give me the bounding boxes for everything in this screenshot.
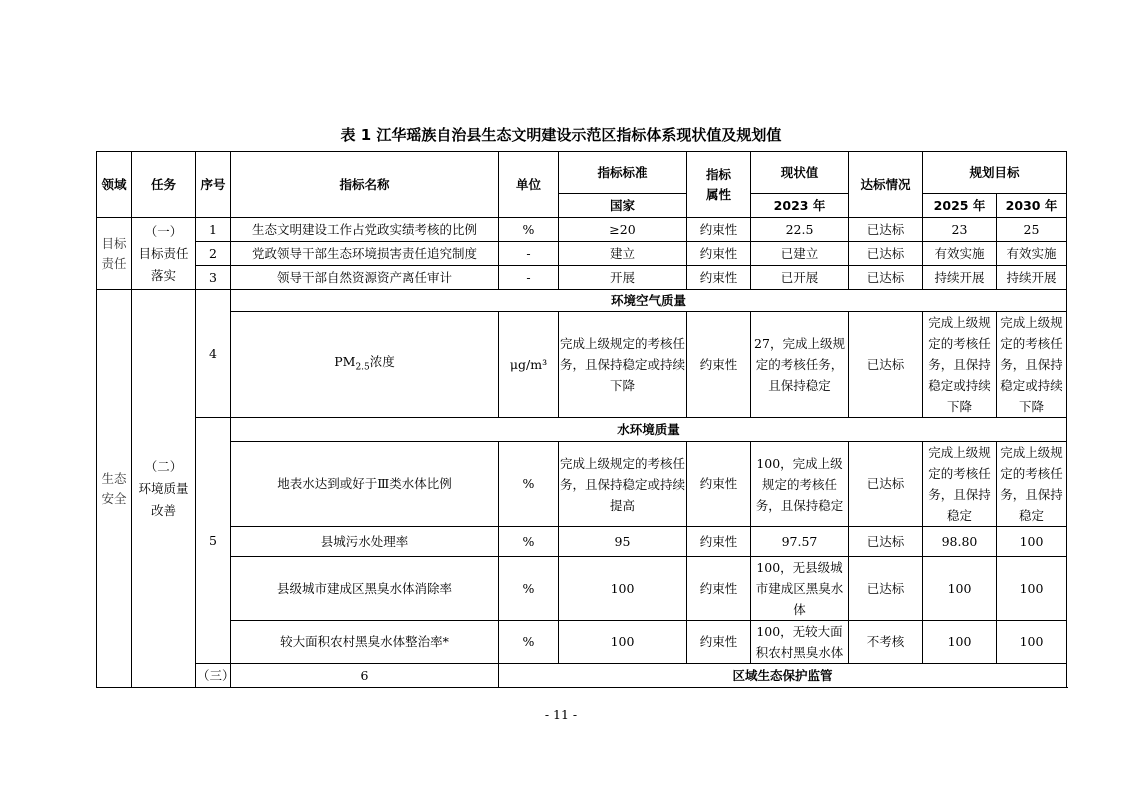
plan-2030-cell: 完成上级规定的考核任务，且保持稳定	[997, 442, 1067, 527]
task-cell: （一） 目标责任 落实	[132, 218, 196, 290]
attr-cell: 约束性	[687, 557, 751, 621]
attr-cell: 约束性	[687, 218, 751, 242]
header-plan: 规划目标	[923, 152, 1067, 194]
header-task: 任务	[132, 152, 196, 218]
compliance-cell: 已达标	[849, 527, 923, 557]
compliance-cell: 已达标	[849, 312, 923, 418]
header-status: 现状值	[751, 152, 849, 194]
attr-cell: 约束性	[687, 312, 751, 418]
indicator-name	[231, 312, 499, 418]
unit-cell: μg/m³	[499, 312, 559, 418]
seq-cell: 1	[196, 218, 231, 242]
indicator-name: 领导干部自然资源资产离任审计	[231, 266, 499, 290]
standard-cell: 完成上级规定的考核任务，且保持稳定或持续下降	[559, 312, 687, 418]
header-unit: 单位	[499, 152, 559, 218]
section-header-air: 环境空气质量	[231, 290, 1067, 312]
seq-cell: 5	[196, 418, 231, 664]
plan-2030-cell: 100	[997, 621, 1067, 664]
table-row	[97, 442, 1067, 527]
attr-cell: 约束性	[687, 527, 751, 557]
compliance-cell: 已达标	[849, 442, 923, 527]
indicator-name: 县级城市建成区黑臭水体消除率	[231, 557, 499, 621]
compliance-cell: 已达标	[849, 557, 923, 621]
status-cell: 100，完成上级规定的考核任务，且保持稳定	[751, 442, 849, 527]
table-row	[97, 312, 1067, 418]
plan-2030-cell: 完成上级规定的考核任务，且保持稳定或持续下降	[997, 312, 1067, 418]
indicator-name: 县城污水处理率	[231, 527, 499, 557]
plan-2030-cell: 25	[997, 218, 1067, 242]
plan-2030-cell: 持续开展	[997, 266, 1067, 290]
status-cell: 已开展	[751, 266, 849, 290]
table-row	[97, 218, 1067, 242]
plan-2025-cell: 完成上级规定的考核任务，且保持稳定或持续下降	[923, 312, 997, 418]
status-cell: 97.57	[751, 527, 849, 557]
unit-cell: %	[499, 527, 559, 557]
unit-cell: %	[499, 557, 559, 621]
header-standard-national: 国家	[559, 194, 687, 218]
standard-cell: 100	[559, 557, 687, 621]
plan-2025-cell: 100	[923, 557, 997, 621]
indicator-name: 党政领导干部生态环境损害责任追究制度	[231, 242, 499, 266]
header-compliance: 达标情况	[849, 152, 923, 218]
domain-cell: 目标 责任	[97, 218, 132, 290]
table-row	[97, 557, 1067, 621]
status-cell: 100，无县级城市建成区黑臭水体	[751, 557, 849, 621]
plan-2030-cell: 有效实施	[997, 242, 1067, 266]
table-row	[97, 266, 1067, 290]
page-number: - 11 -	[544, 707, 578, 722]
seq-cell: 6	[231, 664, 499, 688]
plan-2025-cell: 完成上级规定的考核任务，且保持稳定	[923, 442, 997, 527]
plan-2030-cell: 100	[997, 557, 1067, 621]
plan-2030-cell: 100	[997, 527, 1067, 557]
plan-2025-cell: 98.80	[923, 527, 997, 557]
pm-suffix: 浓度	[369, 353, 395, 369]
unit-cell: %	[499, 218, 559, 242]
status-cell: 22.5	[751, 218, 849, 242]
domain-cell: 生态 安全	[97, 290, 132, 688]
seq-cell: 2	[196, 242, 231, 266]
task-cell: （二） 环境质量 改善	[132, 290, 196, 688]
indicator-name: 地表水达到或好于Ⅲ类水体比例	[231, 442, 499, 527]
attr-cell: 约束性	[687, 621, 751, 664]
plan-2025-cell: 持续开展	[923, 266, 997, 290]
unit-cell: %	[499, 442, 559, 527]
table-title: 表 1 江华瑶族自治县生态文明建设示范区指标体系现状值及规划值	[340, 126, 782, 144]
task-cell: （三）	[196, 664, 231, 688]
unit-cell: -	[499, 266, 559, 290]
standard-cell: ≥20	[559, 218, 687, 242]
compliance-cell: 已达标	[849, 242, 923, 266]
status-cell: 已建立	[751, 242, 849, 266]
pm-subscript: 2.5	[355, 362, 370, 373]
indicator-table	[96, 151, 1067, 688]
compliance-cell: 不考核	[849, 621, 923, 664]
compliance-cell: 已达标	[849, 266, 923, 290]
header-attr: 指标 属性	[687, 152, 751, 218]
section-header-eco: 区域生态保护监管	[499, 664, 1067, 688]
standard-cell: 建立	[559, 242, 687, 266]
header-plan-2030: 2030 年	[997, 194, 1067, 218]
attr-cell: 约束性	[687, 266, 751, 290]
header-status-year: 2023 年	[751, 194, 849, 218]
header-seq: 序号	[196, 152, 231, 218]
seq-cell: 4	[196, 290, 231, 418]
table-row	[97, 242, 1067, 266]
status-cell: 100，无较大面积农村黑臭水体	[751, 621, 849, 664]
pm-label: PM	[334, 353, 356, 369]
unit-cell: %	[499, 621, 559, 664]
standard-cell: 100	[559, 621, 687, 664]
header-name: 指标名称	[231, 152, 499, 218]
header-standard: 指标标准	[559, 152, 687, 194]
plan-2025-cell: 100	[923, 621, 997, 664]
section-header-water: 水环境质量	[231, 418, 1067, 442]
table-row	[97, 527, 1067, 557]
seq-cell: 3	[196, 266, 231, 290]
indicator-name: 较大面积农村黑臭水体整治率*	[231, 621, 499, 664]
indicator-name: 生态文明建设工作占党政实绩考核的比例	[231, 218, 499, 242]
header-domain: 领域	[97, 152, 132, 218]
standard-cell: 完成上级规定的考核任务，且保持稳定或持续提高	[559, 442, 687, 527]
compliance-cell: 已达标	[849, 218, 923, 242]
standard-cell: 开展	[559, 266, 687, 290]
unit-cell: -	[499, 242, 559, 266]
attr-cell: 约束性	[687, 242, 751, 266]
header-plan-2025: 2025 年	[923, 194, 997, 218]
plan-2025-cell: 有效实施	[923, 242, 997, 266]
status-cell: 27，完成上级规定的考核任务，且保持稳定	[751, 312, 849, 418]
standard-cell: 95	[559, 527, 687, 557]
attr-cell: 约束性	[687, 442, 751, 527]
plan-2025-cell: 23	[923, 218, 997, 242]
table-row	[97, 621, 1067, 664]
